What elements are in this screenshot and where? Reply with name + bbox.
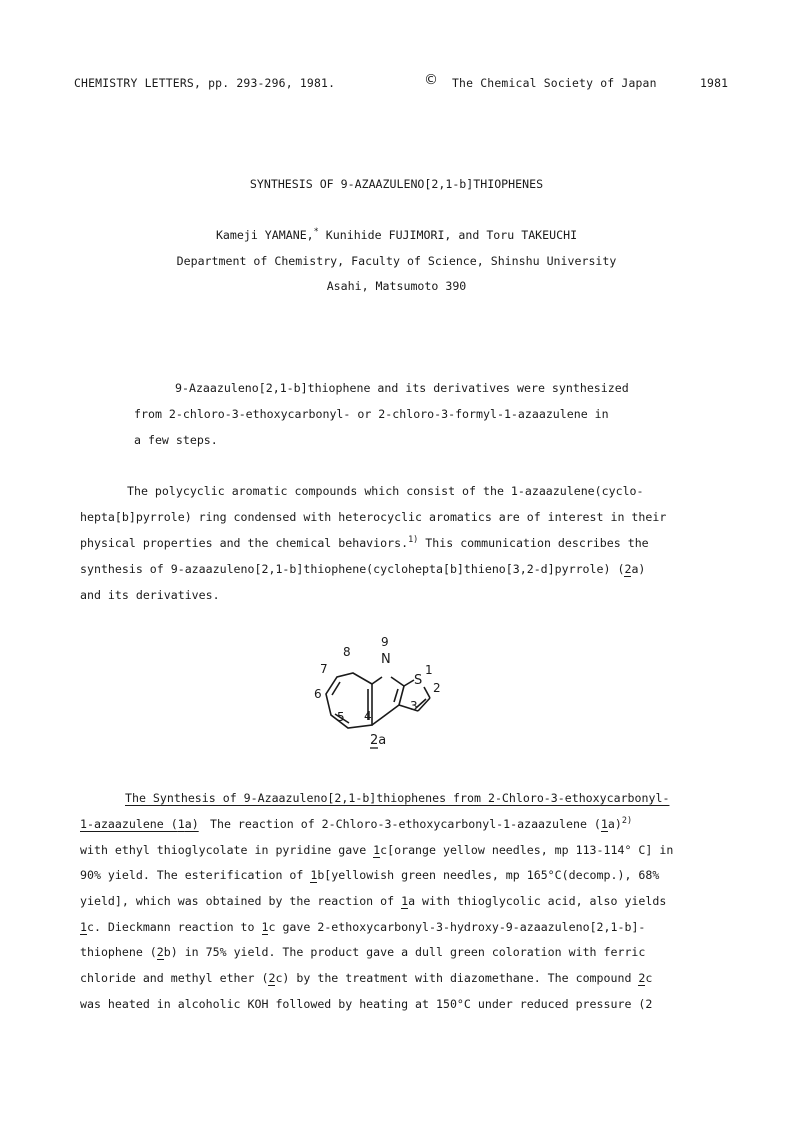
intro-line-3 — [80, 536, 649, 550]
body-text: 90% yield. The esterification of — [80, 868, 311, 882]
atom-label-4: 4 — [364, 709, 372, 723]
body-text: c — [645, 971, 653, 985]
structure-label-letter: a — [378, 733, 387, 748]
atom-S: S — [414, 673, 423, 688]
body-text: c[orange yellow needles, mp 113-114° C] in — [380, 843, 674, 857]
section-line-4 — [80, 894, 666, 908]
body-text: thiophene ( — [80, 945, 157, 959]
section-line-5 — [80, 920, 645, 934]
compound-number: 2 — [638, 971, 646, 985]
ref-1: 1) — [408, 535, 419, 545]
body-text: c. Dieckmann reaction to — [86, 920, 262, 934]
bond-c-n — [372, 677, 382, 684]
compound-number: 2 — [268, 971, 276, 985]
journal-citation: CHEMISTRY LETTERS, pp. 293-296, 1981. — [74, 76, 336, 90]
intro-line-1: The polycyclic aromatic compounds which consist of the 1-azaazulene(cyclo- — [127, 484, 644, 498]
section-heading-line-1: The Synthesis of 9-Azaazuleno[2,1-b]thiophenes from 2-Chloro-3-ethoxycarbonyl- — [125, 791, 670, 805]
section-line-1 — [210, 817, 632, 831]
atom-label-6: 6 — [314, 687, 322, 701]
abstract-line-1: 9-Azaazuleno[2,1-b]thiophene and its derivatives were synthesized — [175, 381, 629, 395]
structure-2a — [300, 632, 460, 756]
compound-number: 1 — [310, 868, 318, 882]
authors — [0, 228, 793, 242]
body-text: b[yellowish green needles, mp 165°C(decomp.), 68% — [317, 868, 660, 882]
bond-s-c — [424, 687, 430, 698]
atom-label-1: 1 — [425, 663, 433, 677]
compound-number: 2 — [156, 945, 164, 959]
compound-number: 1 — [600, 817, 608, 831]
bond — [399, 686, 404, 705]
ref-2: 2) — [621, 816, 633, 826]
structure-label — [370, 733, 386, 748]
compound-number: 1 — [373, 843, 381, 857]
abstract-line-2: from 2-chloro-3-ethoxycarbonyl- or 2-chloro-3-formyl-1-azaazulene in — [134, 407, 609, 421]
section-line-7 — [80, 971, 652, 985]
intro-text: a) — [631, 562, 646, 576]
double-bond — [394, 689, 398, 702]
body-text: a) — [607, 817, 622, 831]
compound-number: 2 — [624, 562, 632, 576]
atom-label-3: 3 — [410, 699, 418, 713]
compound-number: 1 — [80, 920, 87, 934]
body-text: The reaction of 2-Chloro-3-ethoxycarbonyl-1-azaazulene ( — [210, 817, 601, 831]
bond-c-s — [404, 680, 414, 686]
intro-line-2: hepta[b]pyrrole) ring condensed with heterocyclic aromatics are of interest in their — [80, 510, 667, 524]
header-year: 1981 — [700, 76, 729, 90]
copyright-symbol: © — [424, 72, 439, 88]
section-line-2 — [80, 843, 673, 857]
body-text: b) in 75% yield. The product gave a dull green coloration with ferric — [163, 945, 646, 959]
body-text: yield], which was obtained by the reaction of — [80, 894, 402, 908]
intro-line-5: and its derivatives. — [80, 588, 220, 602]
intro-text: This communication describes the — [418, 536, 649, 550]
body-text: with ethyl thioglycolate in pyridine gave — [80, 843, 374, 857]
author-rest: Kunihide FUJIMORI, and Toru TAKEUCHI — [318, 228, 578, 242]
bond-n-c — [391, 677, 404, 686]
atom-label-8: 8 — [343, 645, 351, 659]
abstract-line-3: a few steps. — [134, 433, 218, 447]
atom-label-5: 5 — [337, 710, 345, 724]
atom-label-9: 9 — [381, 635, 389, 649]
heading-text: a) — [184, 817, 199, 831]
compound-number: 1 — [177, 817, 185, 831]
body-text: c gave 2-ethoxycarbonyl-3-hydroxy-9-azaazuleno[2,1-b]- — [268, 920, 646, 934]
section-heading-line-2 — [80, 817, 199, 831]
society-name: The Chemical Society of Japan — [452, 76, 657, 90]
intro-line-4 — [80, 562, 645, 576]
affiliation-line-1: Department of Chemistry, Faculty of Science, Shinshu University — [176, 254, 617, 268]
section-line-8: was heated in alcoholic KOH followed by heating at 150°C under reduced pressure (2 — [80, 997, 653, 1011]
corresponding-star: * — [313, 227, 319, 237]
body-text: a with thioglycolic acid, also yields — [408, 894, 667, 908]
intro-text: physical properties and the chemical behaviors. — [80, 536, 409, 550]
author-1: Kameji YAMANE, — [215, 228, 314, 242]
body-text: chloride and methyl ether ( — [80, 971, 269, 985]
affiliation-line-2: Asahi, Matsumoto 390 — [326, 279, 467, 293]
article-title: SYNTHESIS OF 9-AZAAZULENO[2,1-b]THIOPHENES — [249, 177, 544, 191]
body-text: c) by the treatment with diazomethane. The compound — [275, 971, 639, 985]
intro-text: synthesis of 9-azaazuleno[2,1-b]thiophene(cyclohepta[b]thieno[3,2-d]pyrrole) ( — [80, 562, 625, 576]
atom-label-7: 7 — [320, 662, 328, 676]
compound-number: 1 — [261, 920, 269, 934]
structure-label-number: 2 — [370, 733, 379, 748]
atom-label-2: 2 — [433, 681, 441, 695]
section-line-6 — [80, 945, 645, 959]
bond — [372, 705, 399, 725]
heading-text: 1-azaazulene ( — [80, 817, 178, 831]
section-line-3 — [80, 868, 659, 882]
compound-number: 1 — [401, 894, 409, 908]
atom-N: N — [381, 652, 391, 667]
